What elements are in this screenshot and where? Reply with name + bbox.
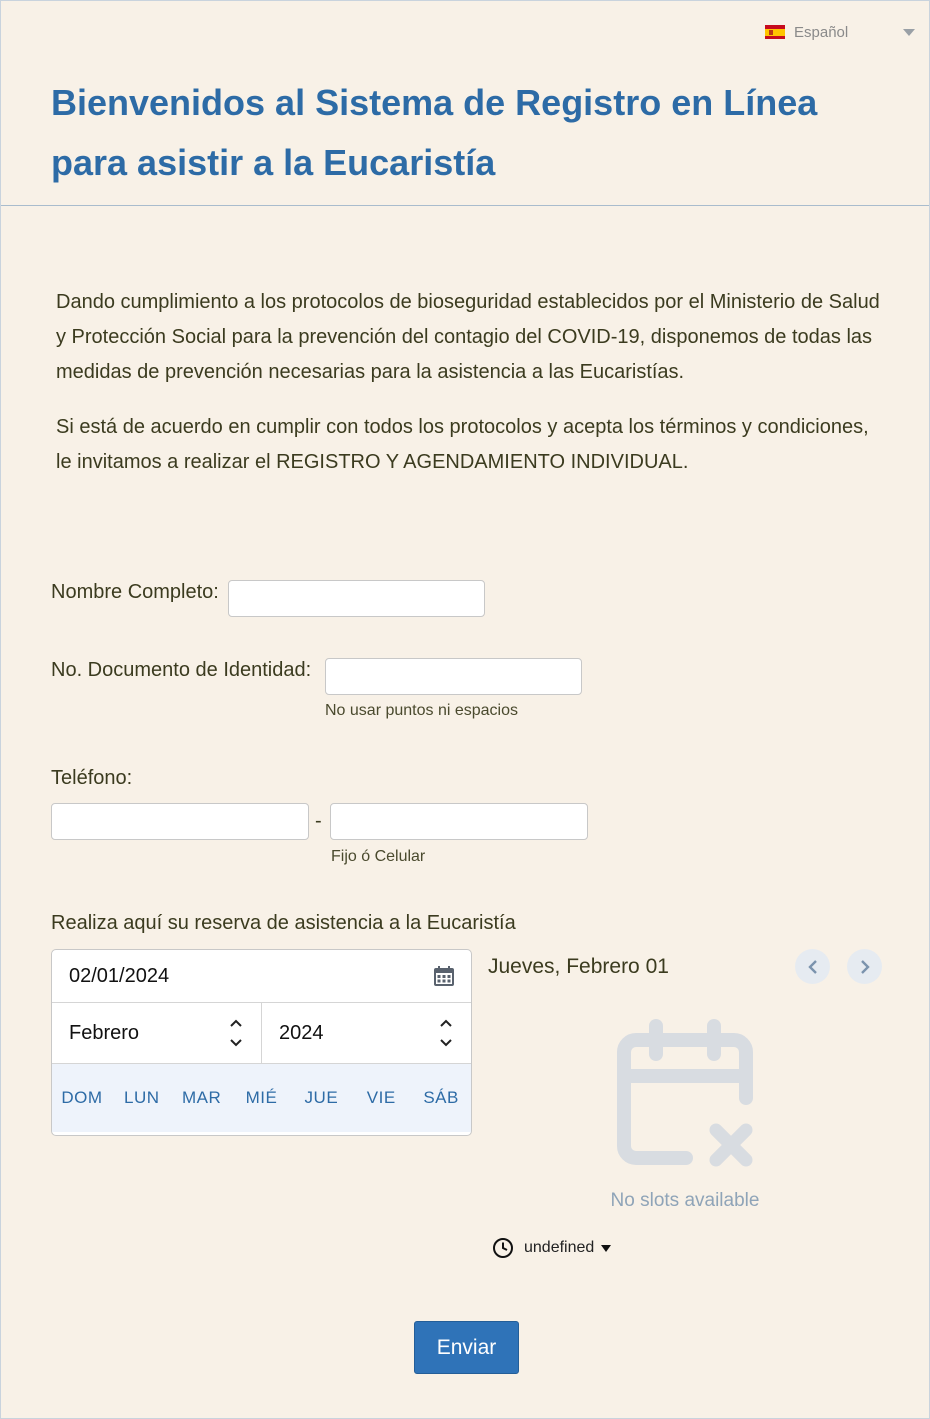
previous-day-button[interactable] [795,949,830,984]
phone-label: Teléfono: [51,767,133,789]
date-picker [51,949,472,1136]
month-value: Febrero [69,1021,140,1044]
month-select[interactable] [52,1003,261,1063]
reservation-label: Realiza aquí su reserva de asistencia a la Eucaristía [51,912,516,934]
weekday-label: DOM [61,1088,103,1107]
weekday-label: SÁB [423,1088,459,1107]
no-slots-message: No slots available [610,1190,760,1211]
phone-number-input[interactable] [330,803,588,840]
name-input[interactable] [228,580,485,617]
chevron-right-icon [858,959,872,975]
up-down-arrows-icon [437,1016,455,1050]
phone-separator: - [315,810,322,832]
weekday-label: JUE [304,1088,339,1107]
calendar-icon[interactable] [433,965,455,987]
date-input[interactable] [52,950,471,1003]
document-input[interactable] [325,658,582,695]
intro-paragraph-1: Dando cumplimiento a los protocolos de bioseguridad establecidos por el Ministerio de Salud y Protección Social para la prevención del contagio del COVID-19, disponemos de todas las medidas de prevención necesarias para la asistencia a las Eucaristías. [56,291,880,383]
weekday-label: MAR [182,1088,222,1107]
weekday-header [52,1064,471,1132]
chevron-down-icon [903,29,915,36]
clock-icon [492,1237,514,1259]
header-divider [1,205,929,206]
weekday-label: VIE [366,1088,396,1107]
next-day-button[interactable] [847,949,882,984]
weekday-label: LUN [124,1088,160,1107]
spain-flag-icon [765,25,785,39]
chevron-left-icon [806,959,820,975]
up-down-arrows-icon [227,1016,245,1050]
language-label: Español [794,23,849,41]
intro-paragraph-2: Si está de acuerdo en cumplir con todos los protocolos y acepta los términos y condiciones, le invitamos a realizar el REGISTRO Y AGENDAMIENTO INDIVIDUAL. [56,416,869,473]
name-label: Nombre Completo: [51,581,219,603]
weekday-label: MIÉ [245,1088,278,1107]
caret-down-icon [601,1245,611,1252]
year-select[interactable] [261,1003,471,1063]
calendar-x-icon [614,1018,757,1170]
language-selector[interactable] [765,21,917,43]
year-value: 2024 [279,1021,324,1044]
date-value: 02/01/2024 [69,964,170,987]
selected-day-label: Jueves, Febrero 01 [488,955,669,978]
document-hint: No usar puntos ni espacios [325,702,518,719]
intro-text [56,285,886,480]
timezone-label: undefined [524,1239,595,1256]
submit-button[interactable]: Enviar [414,1321,519,1374]
phone-area-input[interactable] [51,803,309,840]
timezone-selector[interactable] [492,1237,611,1259]
page-title: Bienvenidos al Sistema de Registro en Línea para asistir a la Eucaristía [51,82,818,183]
document-label: No. Documento de Identidad: [51,659,312,681]
phone-hint: Fijo ó Celular [331,848,426,865]
